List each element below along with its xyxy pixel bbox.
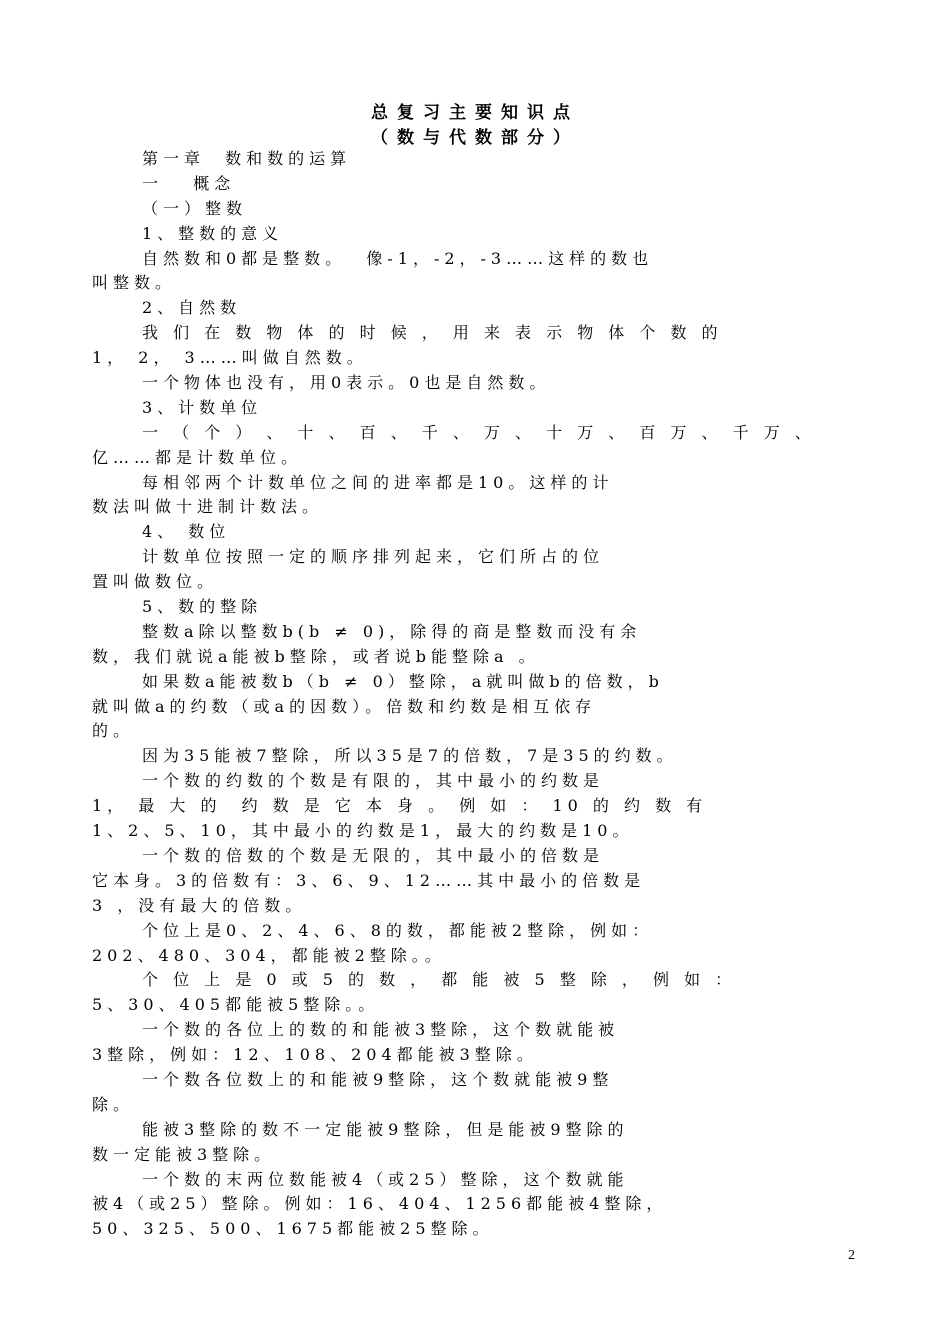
text-line: 它本身。3的倍数有：3、6、9、12……其中最小的倍数是 (92, 870, 646, 890)
text-line: 3整除，例如：12、108、204都能被3整除。 (92, 1045, 538, 1065)
text-line: 一个数的末两位数能被4（或25）整除，这个数就能 (142, 1169, 629, 1189)
text-line: 置叫做数位。 (92, 572, 219, 592)
text-line: （一）整数 (142, 198, 248, 218)
document-body (92, 147, 862, 1242)
text-line: 一 （ 个 ） 、 十 、 百 、 千 、 万 、 十 万 、 百 万 、 千 万 、 (142, 422, 816, 442)
text-line: 一个物体也没有，用0表示。0也是自然数。 (142, 373, 551, 393)
text-line: 1、整数的意义 (142, 223, 284, 243)
text-line: 整数a除以整数b(b ≠ 0)，除得的商是整数而没有余 (142, 621, 642, 641)
text-line: 因为35能被7整除，所以35是7的倍数，7是35的约数。 (142, 746, 678, 766)
text-line: 个 位 上 是 0 或 5 的 数 ， 都 能 被 5 整 除 ， 例 如 ： (142, 970, 737, 990)
text-line: 一个数的倍数的个数是无限的，其中最小的倍数是 (142, 845, 605, 865)
text-line: 1、2、5、10，其中最小的约数是1，最大的约数是10。 (92, 821, 634, 841)
text-line: 我 们 在 数 物 体 的 时 候 ， 用 来 表 示 物 体 个 数 的 (142, 323, 723, 343)
text-line: 第一章 数和数的运算 (142, 149, 352, 168)
text-line: 如果数a能被数b（b ≠ 0）整除，a就叫做b的倍数，b (142, 671, 664, 691)
text-line: 计数单位按照一定的顺序排列起来，它们所占的位 (142, 547, 605, 567)
text-line: 个位上是0、2、4、6、8的数，都能被2整除，例如： (142, 920, 654, 940)
text-line: 5、30、405都能被5整除。。 (92, 995, 380, 1015)
text-line: 每相邻两个计数单位之间的进率都是10。这样的计 (142, 472, 614, 492)
text-line: 被4（或25）整除。例如：16、404、1256都能被4整除， (92, 1194, 668, 1214)
text-line: 数一定能被3整除。 (92, 1144, 276, 1164)
text-line: 一个数的各位上的数的和能被3整除，这个数就能被 (142, 1020, 620, 1040)
text-line: 3、计数单位 (142, 397, 263, 417)
text-line: 202、480、304，都能被2整除。。 (92, 945, 446, 965)
text-line: 50、325、500、1675都能被25整除。 (92, 1219, 494, 1239)
text-line: 一个数的约数的个数是有限的，其中最小的约数是 (142, 771, 605, 791)
page-number: 2 (848, 1248, 855, 1263)
text-line: 叫整数。 (92, 273, 177, 293)
text-line: 自然数和0都是整数。 像-1，-2，-3……这样的数也 (142, 248, 654, 268)
text-line: 数，我们就说a能被b整除，或者说b能整除a 。 (92, 646, 540, 666)
text-line: 2、自然数 (142, 298, 242, 318)
text-line: 除。 (92, 1094, 135, 1114)
text-line: 5、数的整除 (142, 597, 263, 617)
text-line: 1， 最 大 的 约 数 是 它 本 身 。 例 如 ： 10 的 约 数 有 (92, 796, 708, 816)
text-line: 亿……都是计数单位。 (92, 447, 303, 467)
text-line: 的。 (92, 721, 135, 741)
document-title: 总复习主要知识点 (371, 103, 579, 123)
text-line: 4、 数位 (142, 522, 231, 542)
text-line: 一 概念 (142, 173, 236, 193)
text-line: 1， 2， 3……叫做自然数。 (92, 348, 368, 368)
text-line: 能被3整除的数不一定能被9整除，但是能被9整除的 (142, 1119, 629, 1139)
text-line: 一个数各位数上的和能被9整除，这个数就能被9整 (142, 1069, 614, 1089)
text-line: 3 ，没有最大的倍数。 (92, 895, 307, 915)
text-line: 数法叫做十进制计数法。 (92, 497, 324, 517)
text-line: 就叫做a的约数（或a的因数）。倍数和约数是相互依存 (92, 696, 597, 716)
document-subtitle: （数与代数部分） (371, 128, 579, 148)
